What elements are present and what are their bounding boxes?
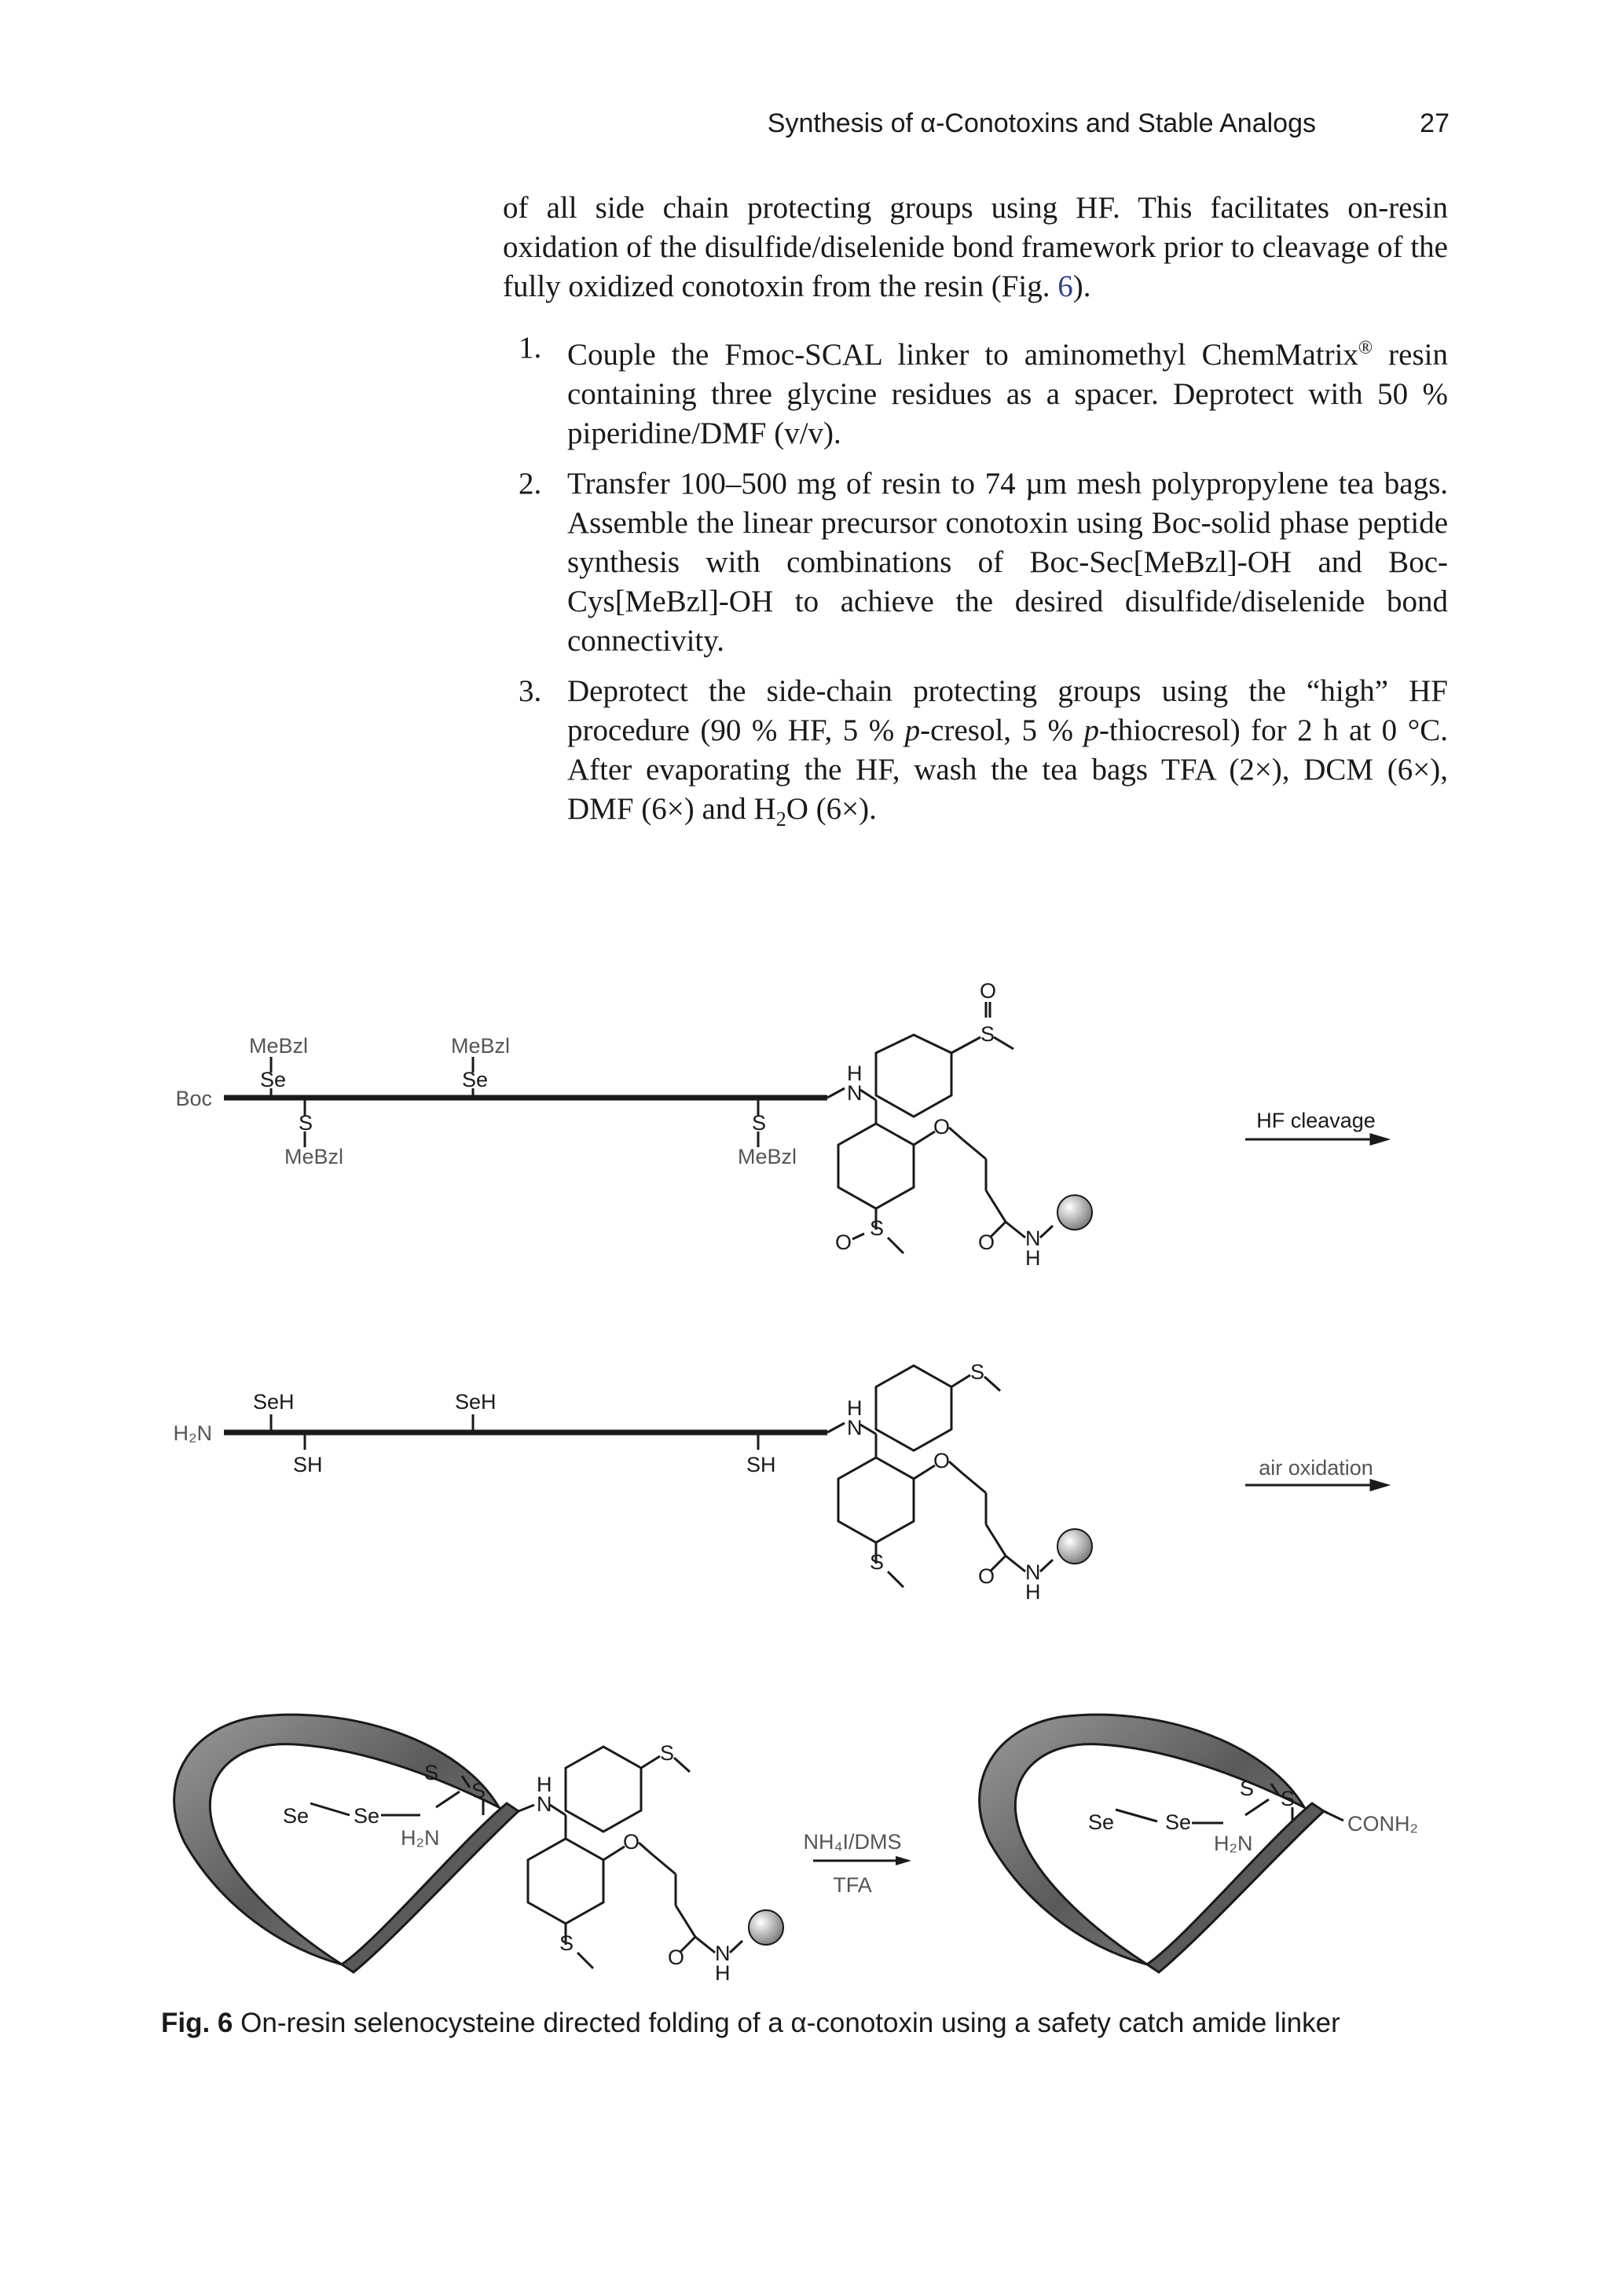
bond	[984, 1377, 1000, 1391]
step-number: 1.	[519, 331, 542, 365]
subscript-2: 2	[775, 807, 786, 831]
bond	[852, 1234, 864, 1239]
mebzl-label: MeBzl	[284, 1145, 344, 1168]
air-oxidation-label: air oxidation	[1259, 1456, 1373, 1480]
mebzl-label: MeBzl	[249, 1034, 309, 1058]
bond	[550, 1805, 566, 1815]
bond	[860, 1425, 876, 1434]
reaction-scheme	[161, 963, 1450, 1992]
figure-label: Fig. 6	[161, 2008, 233, 2038]
step-text: Deprotect the side-chain protecting groups using the “high” HF procedure (90 % HF, 5 %	[567, 674, 1448, 747]
row-1-atoms	[260, 979, 1376, 1270]
registered-mark: ®	[1358, 338, 1373, 358]
h-label: H	[1025, 1580, 1041, 1604]
bond	[577, 1953, 593, 1968]
bond	[676, 1905, 695, 1937]
row-1-labels	[175, 1034, 797, 1168]
bond	[962, 1139, 986, 1159]
arrowhead	[896, 1856, 911, 1865]
mebzl-label: MeBzl	[738, 1145, 797, 1168]
bond	[994, 1037, 1013, 1049]
figure-6-scheme	[161, 963, 1450, 1992]
boc-label: Boc	[175, 1087, 212, 1110]
bond	[951, 1375, 970, 1387]
h2n-label: H₂N	[1214, 1832, 1253, 1855]
s-label: S	[424, 1761, 439, 1784]
row-1-protected-precursor	[224, 1002, 1387, 1253]
italic-p: p	[904, 713, 921, 747]
n-label: N	[537, 1792, 552, 1816]
page-number: 27	[1420, 108, 1450, 138]
step-number: 2.	[519, 467, 542, 501]
resin-bead	[749, 1910, 783, 1945]
row-2-deprotected-precursor	[224, 1366, 1387, 1587]
s-label: S	[299, 1111, 313, 1135]
bond	[860, 1090, 876, 1100]
n-label: N	[847, 1416, 863, 1440]
nh4i-dms-label: NH₄I/DMS	[803, 1830, 902, 1854]
step-text-end: O (6×).	[786, 792, 877, 826]
protocol-step-3	[503, 672, 1448, 839]
se-label: Se	[462, 1068, 489, 1091]
intro-text-end: ).	[1072, 270, 1091, 303]
h-label: H	[715, 1961, 731, 1985]
o-label: O	[933, 1449, 951, 1473]
step-text-cont: -cresol, 5 %	[920, 713, 1084, 747]
bond	[888, 1572, 903, 1587]
h2n-label: H₂N	[401, 1826, 440, 1850]
se-label: Se	[1165, 1810, 1192, 1834]
bond	[1040, 1560, 1053, 1572]
bond	[1040, 1226, 1053, 1238]
bond	[1116, 1810, 1157, 1821]
bond	[951, 1037, 980, 1053]
bond	[730, 1941, 742, 1953]
step-text: Couple the Fmoc-SCAL linker to aminomethyl ChemMatrix	[567, 338, 1358, 372]
caption-text: On-resin selenocysteine directed folding of a α-conotoxin using a safety catch amide linker	[233, 2008, 1340, 2038]
n-label: N	[847, 1081, 863, 1105]
row-3-folded-on-resin	[174, 1715, 1343, 1972]
se-label: Se	[283, 1804, 310, 1828]
o-label: O	[933, 1115, 951, 1139]
se-label: Se	[260, 1068, 287, 1091]
bond	[436, 1792, 460, 1807]
bond	[986, 1524, 1006, 1556]
step-text: Transfer 100–500 mg of resin to 74 µm mesh polypropylene tea bags. Assemble the linear precursor conotoxin using Boc-solid phase peptide synthesis with combinations of Boc-Sec[MeBzl]-OH and Boc-Cys[MeBzl]-OH to achieve the desired disulfide/diselenide bond connectivity.	[567, 467, 1448, 658]
seh-label: SeH	[455, 1390, 497, 1414]
o-label: O	[978, 1564, 995, 1588]
bond	[1324, 1811, 1343, 1821]
protocol-steps	[503, 328, 1448, 850]
bond	[1245, 1799, 1269, 1815]
o-label: O	[835, 1231, 852, 1254]
product-peptide-ribbon	[980, 1715, 1304, 1964]
aryl-ring	[528, 1839, 603, 1924]
n-label: N	[1025, 1227, 1041, 1250]
bond	[674, 1758, 690, 1772]
se-label: Se	[1088, 1810, 1115, 1834]
intro-text: of all side chain protecting groups using HF. This facilitates on-resin oxidation of the disulfide/diselenide bond framework prior to cleavage of the fully oxidized conotoxin from the resin (Fig.	[503, 191, 1448, 303]
h-label: H	[847, 1396, 863, 1420]
s-label: S	[870, 1216, 885, 1240]
bond	[1006, 1222, 1025, 1238]
s-label: S	[870, 1550, 885, 1574]
seh-label: SeH	[253, 1390, 295, 1414]
o-label: O	[978, 1231, 995, 1254]
aryl-ring	[566, 1747, 641, 1832]
figure-reference-link[interactable]: 6	[1057, 270, 1073, 303]
s-label: S	[1240, 1777, 1255, 1800]
o-label: O	[668, 1946, 685, 1969]
s-label: S	[980, 1022, 995, 1046]
conh2-label: CONH₂	[1347, 1812, 1418, 1836]
s-label: S	[471, 1779, 486, 1803]
step-text-cont: resin containing three glycine residues as a spacer. Deprotect with 50 % piperidine/DMF (v/v).	[567, 338, 1448, 450]
sh-label: SH	[746, 1453, 776, 1476]
bond	[1006, 1556, 1025, 1572]
bond	[914, 1465, 935, 1479]
s-label: S	[1281, 1787, 1296, 1810]
bond	[519, 1805, 534, 1811]
bond	[888, 1238, 903, 1253]
step-number: 3.	[519, 674, 542, 708]
bond	[986, 1190, 1006, 1222]
resin-bead	[1057, 1195, 1092, 1230]
hf-cleavage-label: HF cleavage	[1256, 1109, 1376, 1132]
bond	[603, 1847, 625, 1860]
peptide-ribbon	[174, 1715, 499, 1964]
aryl-ring	[838, 1124, 914, 1209]
step-text-cont: -thiocresol) for 2 h at 0 °C. After evaporating the HF, wash the tea bags TFA (2×), DCM (6×), DMF (6×) and H	[567, 713, 1448, 826]
aryl-ring	[838, 1458, 914, 1542]
s-label: S	[660, 1741, 675, 1765]
s-label: S	[559, 1931, 574, 1955]
arrowhead	[1371, 1480, 1387, 1490]
h2n-label: H₂N	[173, 1421, 212, 1445]
bond	[652, 1854, 676, 1874]
protocol-step-1	[503, 328, 1448, 453]
h-label: H	[1025, 1246, 1041, 1270]
h-label: H	[847, 1062, 863, 1085]
h-label: H	[537, 1773, 552, 1796]
o-label: O	[980, 979, 997, 1003]
bond	[827, 1088, 845, 1098]
bond	[949, 1128, 962, 1139]
n-label: N	[715, 1942, 731, 1965]
o-label: O	[623, 1830, 640, 1854]
protocol-step-2	[503, 464, 1448, 661]
bond	[962, 1473, 986, 1493]
aryl-ring	[876, 1366, 951, 1451]
bond	[639, 1843, 652, 1854]
italic-p: p	[1083, 713, 1099, 747]
bond	[695, 1937, 715, 1953]
se-label: Se	[354, 1804, 380, 1828]
bond	[827, 1423, 845, 1432]
arrowhead	[1371, 1135, 1387, 1144]
tfa-label: TFA	[833, 1873, 872, 1897]
n-label: N	[1025, 1561, 1041, 1584]
figure-caption	[161, 2008, 1450, 2039]
s-label: S	[752, 1111, 767, 1135]
running-head	[503, 108, 1450, 148]
sh-label: SH	[293, 1453, 323, 1476]
s-label: S	[970, 1360, 985, 1384]
bond	[310, 1803, 350, 1815]
aryl-ring	[876, 1035, 951, 1117]
mebzl-label: MeBzl	[451, 1034, 511, 1058]
running-title: Synthesis of α-Conotoxins and Stable Analogs	[767, 108, 1316, 138]
bond	[914, 1131, 935, 1145]
bond	[949, 1462, 962, 1473]
bond	[641, 1756, 660, 1768]
row-2-atoms	[174, 1360, 1373, 1604]
resin-bead	[1057, 1529, 1092, 1564]
intro-paragraph	[503, 189, 1448, 306]
